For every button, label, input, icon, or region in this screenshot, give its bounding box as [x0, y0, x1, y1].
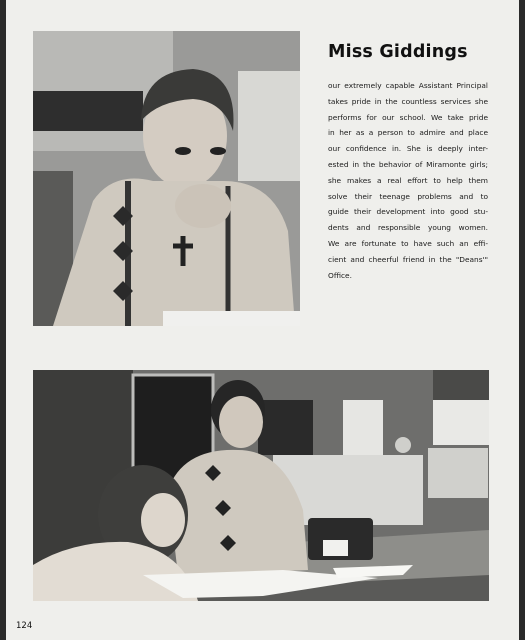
body-text — [328, 78, 488, 283]
body-line: performs for our school. We take pride — [328, 112, 488, 122]
body-line: We are fortunate to have such an effi- — [328, 238, 488, 248]
office-photo — [33, 370, 489, 601]
portrait-photo — [33, 31, 300, 326]
body-line: solve their teenage problems and to — [328, 191, 488, 201]
body-line: she makes a real effort to help them — [328, 175, 488, 185]
page-title: Miss Giddings — [328, 42, 468, 62]
body-line: cient and cheerful friend in the "Deans'" — [328, 254, 488, 264]
body-line: takes pride in the countless services she — [328, 96, 488, 106]
body-line: dents and responsible young women. — [328, 223, 488, 233]
body-line: Office. — [328, 270, 352, 280]
body-line: guide their development into good stu- — [328, 207, 488, 217]
body-line: our confidence in. She is deeply inter- — [328, 144, 488, 154]
body-line: ested in the behavior of Miramonte girls; — [328, 159, 488, 169]
body-line: in her as a person to admire and place — [328, 128, 488, 138]
yearbook-page — [6, 0, 519, 640]
office-photo-image — [33, 370, 489, 601]
portrait-photo-image — [33, 31, 300, 326]
body-line: our extremely capable Assistant Principal — [328, 81, 488, 90]
page-number: 124 — [16, 621, 33, 631]
